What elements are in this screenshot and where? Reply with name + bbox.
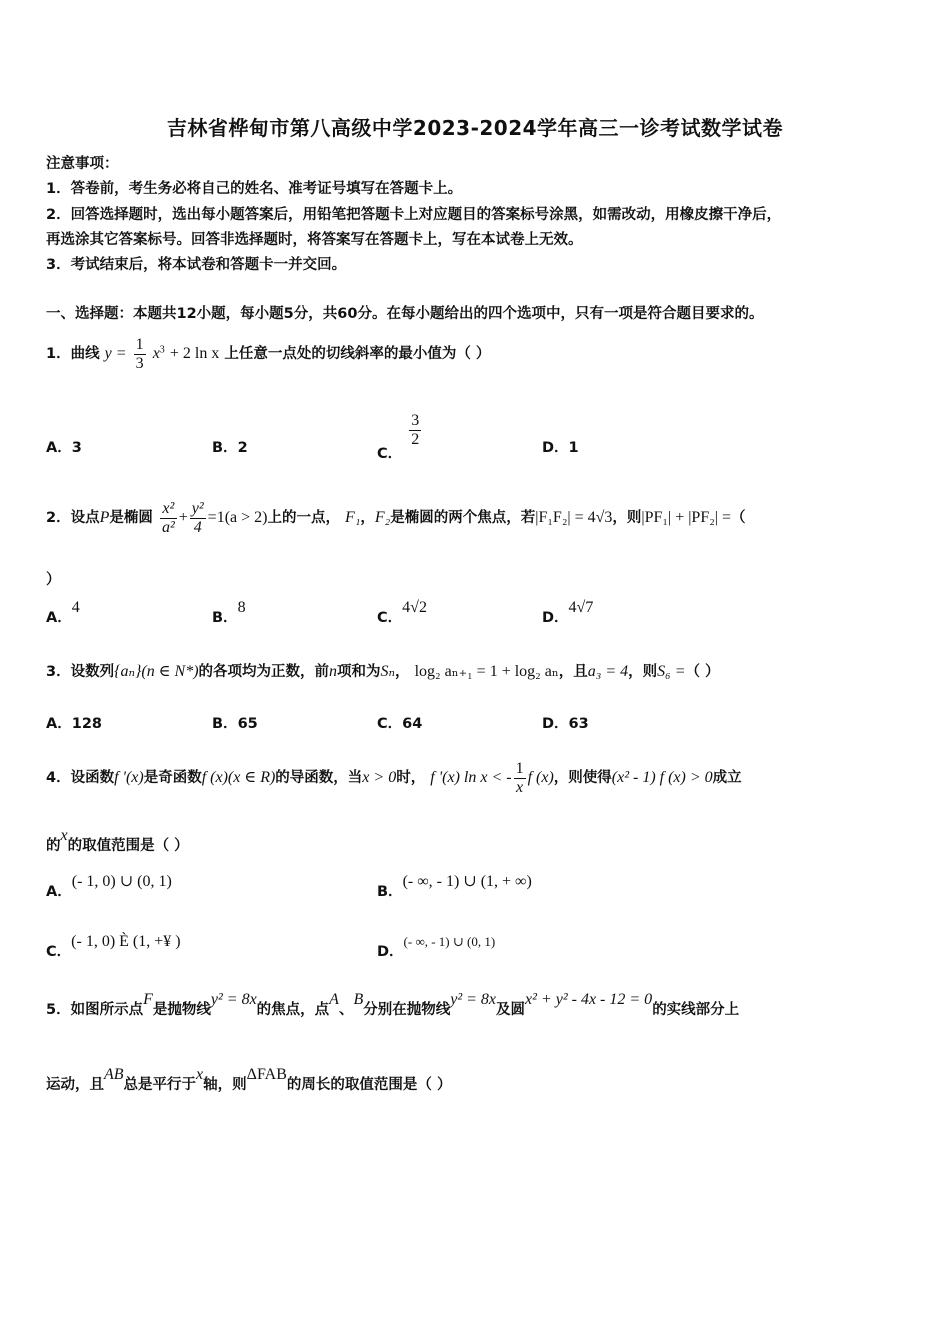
q4-c-label: C． [46,944,72,960]
q2-d-value: 4√7 [568,599,594,616]
q2-f2-den: 4 [190,518,206,537]
q4-ineq-rhs: f (x) [527,769,554,787]
q2-f1: F₁ [345,509,361,527]
q3-prefix: 3．设数列 [46,664,115,680]
q5-line2 [46,1066,452,1094]
q4-d-value: (- ∞, - 1) ∪ (0, 1) [403,934,496,949]
q2-b-label: B． [212,610,238,626]
q4-ineq-num: 1 [515,760,524,777]
q3-text3: ，且 [558,664,588,680]
q1-option-c [377,412,423,463]
q3-a-label: A． [46,716,72,732]
q1-a-value: 3 [71,440,82,456]
q4-text3: 时， [396,770,426,787]
notice-item-1: 1．答卷前，考生务必将自己的姓名、准考证号填写在答题卡上。 [46,181,463,197]
q1-c-fraction [409,412,421,448]
notice-item-2: 2．回答选择题时，选出每小题答案后，用铅笔把答题卡上对应题目的答案标号涂黑，如需改动，用橡皮擦干净后， [46,207,782,223]
q1-option-a [46,436,82,457]
q2-frac-2 [190,500,206,536]
q4-line2 [46,827,189,855]
q3-comma: ， [395,664,410,680]
q5-line2-c: 轴，则 [203,1077,247,1093]
q3-option-c [377,712,422,733]
notice-item-3: 3．考试结束后，将本试卷和答题卡一并交回。 [46,257,347,273]
q2-plus: + [178,509,188,527]
q2-text2: 上的一点， [267,510,340,527]
q1-suffix: 上任意一点处的切线斜率的最小值为（ ） [224,346,491,363]
q2-cond: |F₁F₂| = 4√3 [535,509,613,527]
q4-a-label: A． [46,884,72,900]
q2-c-label: C． [377,610,403,626]
q2-text4: ，则 [612,510,642,527]
q5-b: B [353,991,364,1008]
q3-b-value: 65 [237,716,258,732]
q4-d-label: D． [377,944,404,960]
q2-text3: 是椭圆的两个焦点，若 [390,510,536,527]
q4-option-c [46,933,181,961]
q2-text5: （ [731,510,746,527]
q2-f2: F₂ [374,509,391,527]
q3-seq: {aₙ} [114,663,142,680]
q4-f: f (x)(x ∈ R) [201,769,276,787]
q4-option-a [46,873,172,901]
q3-c-label: C． [377,716,403,732]
q2-a-value: 4 [71,599,80,616]
exam-title: 吉林省桦甸市第八高级中学2023-2024学年高三一诊考试数学试卷 [166,116,784,140]
q5-parabola: y² = 8x [210,991,257,1008]
q5-text4: 及圆 [496,1002,526,1018]
notice-item-2-cont: 再选涂其它答案标号。回答非选择题时，将答案写在答题卡上，写在本试卷上无效。 [46,232,583,248]
q4-target: (x² - 1) f (x) > 0 [611,769,713,787]
q5-ab: AB [104,1066,124,1083]
q3-a-value: 128 [71,716,103,732]
q3-option-b [212,712,258,733]
q1-b-label: B． [212,440,238,456]
q4-line2-a: 的 [46,838,61,854]
q1-frac-num: 1 [135,336,144,353]
q4-line2-x: x [60,827,68,844]
q2-frac-1 [160,500,177,536]
q2-f2-num: y² [191,500,204,517]
q5-line2-a: 运动，且 [46,1077,104,1093]
q2-option-c [377,599,427,627]
q2-a-label: A． [46,610,72,626]
q2-comma: ， [360,510,375,527]
q4-text5: 成立 [712,770,742,787]
q3-d-value: 63 [568,716,589,732]
q5-text1: 是抛物线 [152,1002,211,1018]
section-heading: 一、选择题：本题共12小题，每小题5分，共60分。在每小题给出的四个选项中，只有一项是符合题目要求的。 [46,306,764,322]
q2-text1: 是椭圆 [109,510,153,527]
q3-text2: 项和为 [337,664,381,680]
q5-prefix: 5．如图所示点 [46,1002,144,1018]
q5-circle: x² + y² - 4x - 12 = 0 [525,991,653,1008]
q2-f1-den: a² [161,518,175,536]
q3-text1: 的各项均为正数，前 [198,664,330,680]
q2-option-b [212,599,246,627]
q3-text4: ，则 [628,664,658,680]
q1-b-value: 2 [237,440,248,456]
q2-option-a [46,599,80,627]
q1-prefix: 1．曲线 [46,346,100,363]
q1-option-b [212,436,248,457]
q1-option-d [542,436,579,457]
q4-text2: 的导函数，当 [275,770,363,787]
question-2 [46,500,746,536]
question-5 [46,991,740,1019]
q5-parabola-2: y² = 8x [450,991,497,1008]
q4-ineq-den: x [514,778,526,797]
q2-prefix: 2．设点 [46,510,100,527]
q4-prefix: 4．设函数 [46,770,115,787]
q3-s6: S₆ = [657,663,686,680]
q3-b-label: B． [212,716,238,732]
q4-option-b [377,873,532,901]
q3-option-d [542,712,589,733]
q1-eq-rest: + 2 ln x [169,345,220,363]
q2-d-label: D． [542,610,569,626]
q1-frac-den: 3 [135,354,144,372]
q5-text2: 的焦点，点 [256,1002,330,1018]
question-4 [46,760,742,796]
q2-line2: ） [46,572,61,588]
q1-eq-x: x [152,345,160,363]
q4-b-label: B． [377,884,403,900]
q3-d-label: D． [542,716,569,732]
q1-d-label: D． [542,440,569,456]
q4-a-value: (- 1, 0) ∪ (0, 1) [71,873,172,890]
q2-eq-rest: =1(a > 2) [207,509,268,527]
q4-line2-b: 的取值范围是（ ） [67,838,189,854]
q1-c-den: 2 [411,430,420,448]
q2-c-value: 4√2 [402,599,427,616]
q1-c-label: C． [377,446,403,463]
q1-eq-lhs: y = [104,345,127,363]
q3-domain: (n ∈ N*) [141,663,199,680]
question-1 [46,336,490,372]
q4-text1: 是奇函数 [143,770,202,787]
q2-expr: |PF₁| + |PF₂| = [641,509,732,527]
notice-heading: 注意事项： [46,156,119,172]
q4-c-value: (- 1, 0) È (1, +¥ ) [71,933,181,950]
q1-d-value: 1 [568,440,579,456]
q3-n: n [329,663,338,680]
q2-point-p: P [99,509,110,527]
q3-option-a [46,712,102,733]
q1-a-label: A． [46,440,72,456]
q5-a: A [329,991,339,1008]
q2-b-value: 8 [237,599,246,616]
q4-ineq-lhs: f '(x) ln x < - [430,769,512,787]
q3-sn: Sₙ [380,663,396,680]
q5-text3: 分别在抛物线 [363,1002,451,1018]
q4-b-value: (- ∞, - 1) ∪ (1, + ∞) [402,873,532,890]
q3-text5: （ ） [685,664,720,680]
q4-fprime: f '(x) [114,769,144,787]
q5-line2-b: 总是平行于 [123,1077,197,1093]
q4-ineq-fraction [514,760,526,796]
q2-option-d [542,599,594,627]
q5-text5: 的实线部分上 [652,1002,740,1018]
q4-option-d [377,934,496,961]
q3-relation: log₂ aₙ₊₁ = 1 + log₂ aₙ [414,663,559,680]
q3-a3: a₃ = 4 [587,663,629,680]
q1-c-num: 3 [411,412,420,429]
q1-eq-exp: 3 [159,344,165,356]
q4-cond: x > 0 [362,769,397,787]
q5-x: x [196,1066,204,1083]
question-3 [46,660,720,681]
q3-c-value: 64 [402,716,423,732]
q5-triangle: ΔFAB [246,1066,287,1083]
q2-f1-num: x² [162,500,175,517]
q5-f: F [143,991,153,1008]
q5-line2-d: 的周长的取值范围是（ ） [286,1077,452,1093]
q5-sep: 、 [338,1002,354,1018]
q4-text4: ，则使得 [553,770,612,787]
q1-fraction [134,336,146,372]
